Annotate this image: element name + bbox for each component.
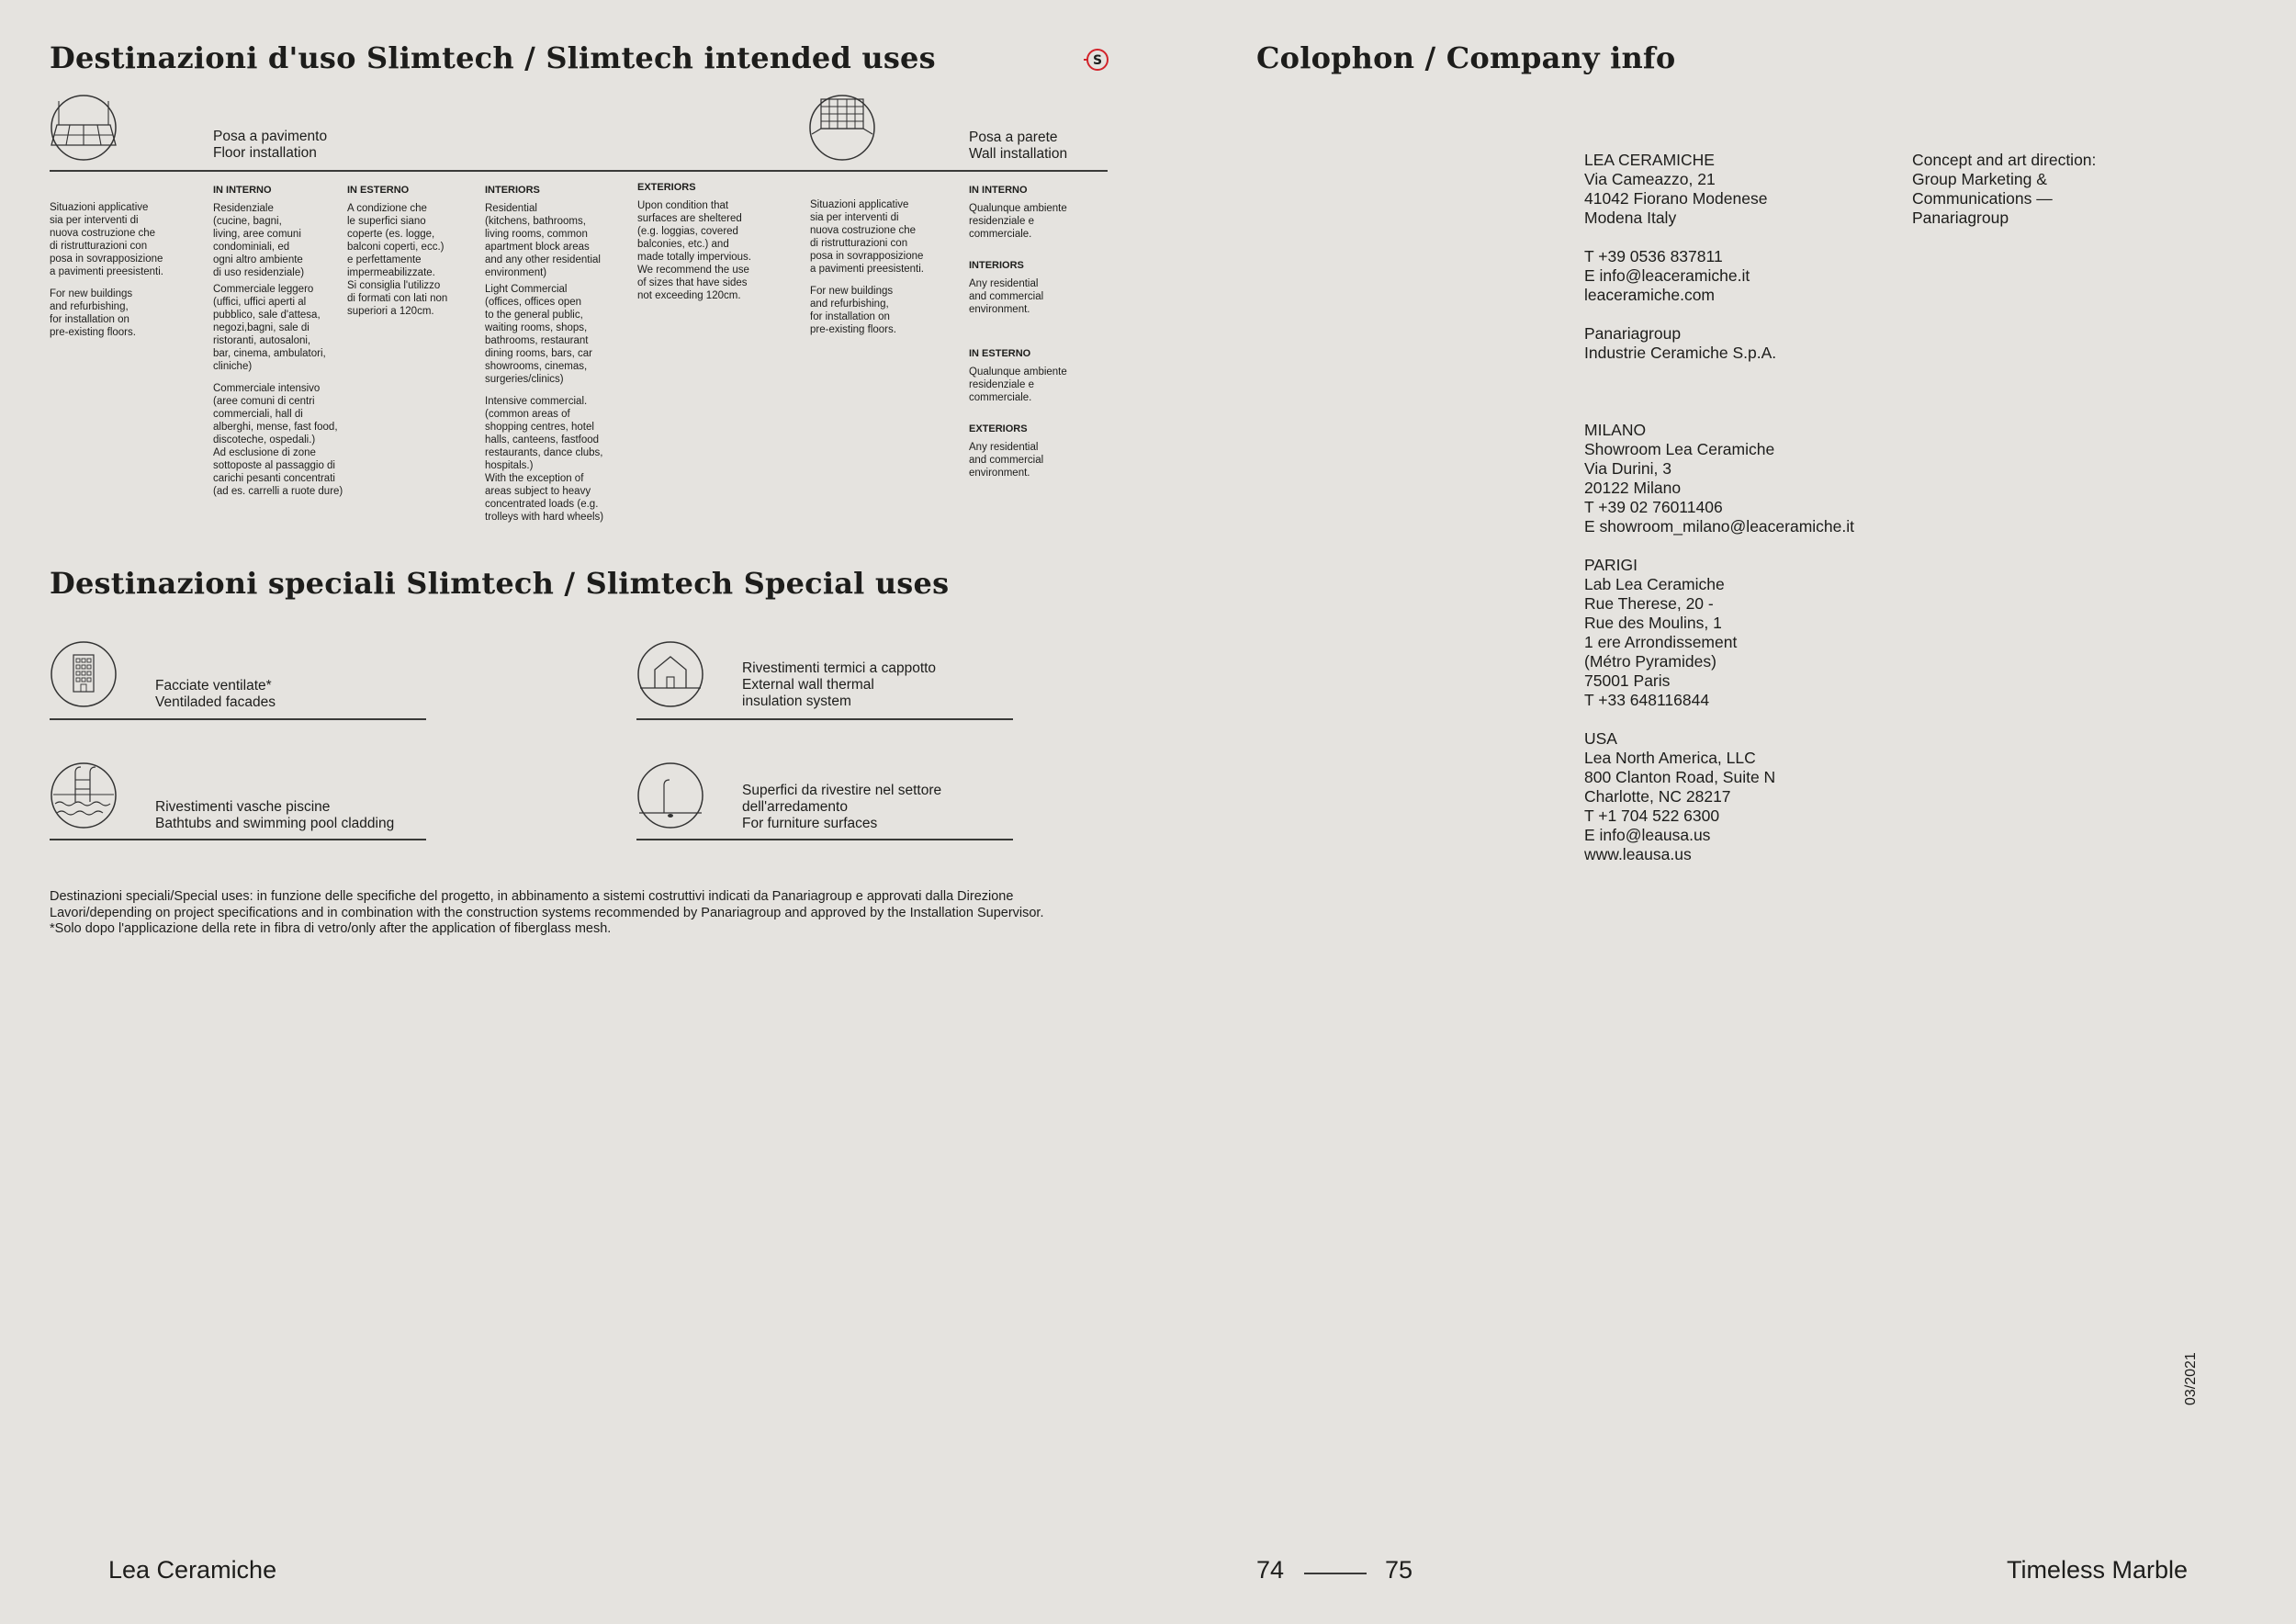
date-wrapper [2183, 1352, 2205, 1406]
floor-in-esterno-column [347, 184, 476, 318]
intensive-commercial-it: Commerciale intensivo (aree comuni di centri commerciali, hall di alberghi, mense, fast food, discoteche, ospedali.) Ad esclusione di zone sottoposte al passaggio di carichi pesanti concentrati (ad es. carrelli a ruote dure) [213, 383, 343, 497]
floor-exteriors-column [637, 181, 775, 302]
thermal-insulation-label: Rivestimenti termici a cappotto External wall thermal insulation system [742, 660, 937, 709]
wall-interiors-text: Any residential and commercial environment. [969, 278, 1044, 315]
in-esterno-text: A condizione che le superfici siano coperte (es. logge, balconi coperti, ecc.) e perfettamente impermeabilizzate. Si consiglia l'utilizzo di formati con lati non superiori a 120cm. [347, 203, 448, 317]
furniture-divider [636, 839, 1013, 840]
special-uses-title: Destinazioni speciali Slimtech / Slimtech Special uses [50, 566, 950, 601]
house-insulation-icon [636, 640, 704, 708]
furniture-surfaces-label: Superfici da rivestire nel settore dell'arredamento For furniture surfaces [742, 783, 942, 831]
light-commercial-it: Commerciale leggero (uffici, uffici aperti al pubblico, sale d'attesa, negozi,bagni, sale di ristoranti, autosaloni, bar, cinema, ambulatori, cliniche) [213, 284, 326, 372]
column-heading: EXTERIORS [637, 182, 696, 193]
wall-installation-icon [808, 94, 876, 162]
exteriors-text: Upon condition that surfaces are sheltered (e.g. loggias, covered balconies, etc.) and made totally impervious. We recommend the use of sizes that have sides not exceeding 120cm. [637, 200, 751, 301]
floor-interiors-column [485, 184, 632, 524]
floor-installation-label: Posa a pavimento Floor installation [213, 129, 328, 161]
wall-in-esterno-text: Qualunque ambiente residenziale e commerciale. [969, 367, 1067, 403]
thermal-divider [636, 718, 1013, 720]
edition-date: 03/2021 [2183, 1352, 2199, 1405]
floor-intro [50, 201, 197, 339]
floor-in-interno-column [213, 184, 351, 498]
intensive-commercial-en: Intensive commercial. (common areas of shopping centres, hotel halls, canteens, fastfood restaurants, dance clubs, hospitals.) With the exception of areas subject to heavy concentrated loads (e.g. trolleys with hard wheels) [485, 396, 604, 523]
swimming-pool-icon [50, 761, 118, 829]
column-heading: INTERIORS [485, 185, 540, 196]
wall-intro-it: Situazioni applicative sia per interventi di nuova costruzione che di ristrutturazioni con posa in sovrapposizione a pavimenti preesistenti. [810, 199, 925, 275]
column-heading: IN INTERNO [213, 185, 272, 196]
footer-brand: Lea Ceramiche [108, 1556, 277, 1584]
facades-label: Facciate ventilate* Ventiladed facades [155, 678, 276, 710]
milano-showroom: MILANO Showroom Lea Ceramiche Via Durini, 3 20122 Milano T +39 02 76011406 E showroom_milano@leaceramiche.it [1584, 421, 1854, 536]
pools-divider [50, 839, 426, 840]
wall-intro-en: For new buildings and refurbishing, for installation on pre-existing floors. [810, 286, 896, 335]
column-heading: IN ESTERNO [969, 348, 1031, 359]
wall-installation-label: Posa a parete Wall installation [969, 130, 1068, 162]
pool-cladding-label: Rivestimenti vasche piscine Bathtubs and swimming pool cladding [155, 799, 395, 831]
colophon-title: Colophon / Company info [1256, 40, 1676, 75]
wall-intro [810, 198, 957, 336]
parigi-lab: PARIGI Lab Lea Ceramiche Rue Therese, 20 - Rue des Moulins, 1 1 ere Arrondissement (Métro Pyramides) 75001 Paris T +33 648116844 [1584, 556, 1738, 709]
floor-intro-it: Situazioni applicative sia per interventi di nuova costruzione che di ristrutturazioni con posa in sovrapposizione a pavimenti preesistenti. [50, 202, 164, 277]
column-heading: INTERIORS [969, 260, 1024, 271]
intended-uses-title: Destinazioni d'uso Slimtech / Slimtech intended uses [50, 40, 936, 75]
page-number-left: 74 [1256, 1556, 1285, 1584]
page-number-divider [1304, 1573, 1367, 1574]
column-heading: IN INTERNO [969, 185, 1028, 196]
column-heading: IN ESTERNO [347, 185, 410, 196]
floor-installation-icon [50, 94, 118, 162]
credits: Concept and art direction: Group Marketing & Communications — Panariagroup [1912, 151, 2097, 227]
svg-text:S: S [1092, 53, 1103, 68]
page-number-right: 75 [1385, 1556, 1413, 1584]
column-heading: EXTERIORS [969, 423, 1028, 434]
company-info [1584, 151, 1896, 864]
special-uses-note: Destinazioni speciali/Special uses: in funzione delle specifiche del progetto, in abbinamento a sistemi costruttivi indicati da Panariagroup e approvati dalla Direzione Lavori/depending on project specifications and in combination with the construction systems recommended by Panariagroup and approved by the Installation Supervisor. *Solo dopo l'applicazione della rete in fibra di vetro/only after the application of fiberglass mesh. [50, 889, 1044, 936]
light-commercial-en: Light Commercial (offices, offices open to the general public, waiting rooms, shops, bathrooms, restaurant dining rooms, bars, car showrooms, cinemas, surgeries/clinics) [485, 284, 592, 385]
wall-uses-column [969, 184, 1107, 479]
usa-office: USA Lea North America, LLC 800 Clanton Road, Suite N Charlotte, NC 28217 T +1 704 522 6300 E info@leausa.us www.leausa.us [1584, 729, 1776, 863]
residential-en: Residential (kitchens, bathrooms, living rooms, common apartment block areas and any other residential environment) [485, 203, 601, 278]
facades-divider [50, 718, 426, 720]
residential-it: Residenziale (cucine, bagni, living, aree comuni condominiali, ed ogni altro ambiente di uso residenziale) [213, 203, 305, 278]
uses-divider [50, 170, 1108, 172]
company-contacts: T +39 0536 837811 E info@leaceramiche.it leaceramiche.com [1584, 247, 1750, 304]
company-address: LEA CERAMICHE Via Cameazzo, 21 41042 Fiorano Modenese Modena Italy [1584, 151, 1768, 227]
building-facade-icon [50, 640, 118, 708]
floor-intro-en: For new buildings and refurbishing, for installation on pre-existing floors. [50, 288, 136, 338]
wall-in-interno-text: Qualunque ambiente residenziale e commerciale. [969, 203, 1067, 240]
furniture-surface-icon [636, 761, 704, 829]
company-group: Panariagroup Industrie Ceramiche S.p.A. [1584, 324, 1777, 362]
wall-exteriors-text: Any residential and commercial environment. [969, 442, 1044, 479]
slimtech-logo-icon [1082, 44, 1113, 75]
footer-collection: Timeless Marble [2006, 1556, 2188, 1584]
